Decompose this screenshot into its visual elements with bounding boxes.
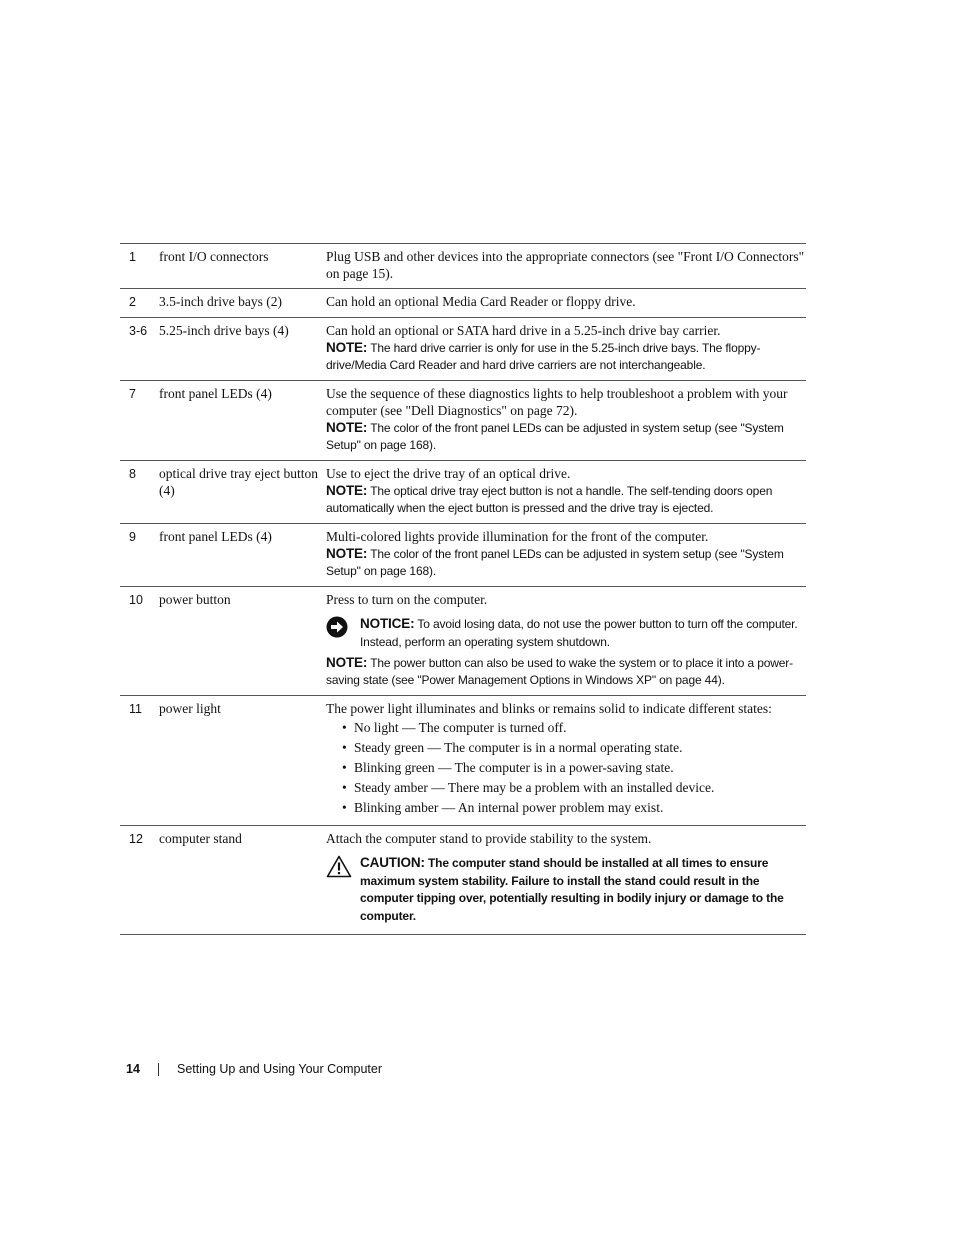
- note-label: NOTE:: [326, 546, 368, 561]
- list-item: • Steady green — The computer is in a normal operating state.: [342, 739, 806, 756]
- note-label: NOTE:: [326, 655, 368, 670]
- part-name: front I/O connectors: [159, 249, 269, 264]
- footer-divider: [158, 1063, 159, 1076]
- warning-triangle-icon: [326, 854, 360, 925]
- row-number: 10: [129, 593, 143, 607]
- notice: [326, 615, 806, 651]
- list-item: • No light — The computer is turned off.: [342, 719, 806, 736]
- note-text: The color of the front panel LEDs can be adjusted in system setup (see "System Setup" on page 168).: [326, 421, 784, 452]
- row-number: 3-6: [129, 324, 148, 338]
- part-description: [326, 465, 806, 517]
- list-item: • Blinking amber — An internal power problem may exist.: [342, 799, 806, 816]
- note-text: The hard drive carrier is only for use in the 5.25-inch drive bays. The floppy-drive/Media Card Reader and hard drive carriers are not interchangeable.: [326, 341, 761, 372]
- note-text: The color of the front panel LEDs can be adjusted in system setup (see "System Setup" on page 168).: [326, 547, 784, 578]
- power-light-states: [326, 719, 806, 816]
- part-name: 5.25-inch drive bays (4): [159, 323, 289, 338]
- note: [326, 482, 806, 517]
- part-name: power button: [159, 592, 231, 607]
- row-number: 7: [129, 387, 136, 401]
- note-label: NOTE:: [326, 483, 368, 498]
- list-item: • Steady amber — There may be a problem with an installed device.: [342, 779, 806, 796]
- description-text: The power light illuminates and blinks or remains solid to indicate different states:: [326, 701, 772, 716]
- row-number: 9: [129, 530, 136, 544]
- part-name: front panel LEDs (4): [159, 529, 272, 544]
- table-row: [120, 696, 806, 826]
- table-row: [120, 461, 806, 524]
- row-number: 2: [129, 295, 136, 309]
- row-number: 1: [129, 250, 136, 264]
- note: [326, 654, 806, 689]
- description-text: Press to turn on the computer.: [326, 592, 488, 607]
- row-number: 12: [129, 832, 143, 846]
- list-item: • Blinking green — The computer is in a power-saving state.: [342, 759, 806, 776]
- note: [326, 339, 806, 374]
- part-name: optical drive tray eject button (4): [159, 466, 318, 498]
- note-label: NOTE:: [326, 340, 368, 355]
- notice-label: NOTICE:: [360, 616, 415, 631]
- part-name: computer stand: [159, 831, 242, 846]
- part-name: 3.5-inch drive bays (2): [159, 294, 282, 309]
- part-description: [326, 248, 806, 282]
- table-row: [120, 826, 806, 935]
- part-description: [326, 322, 806, 374]
- table-row: [120, 524, 806, 587]
- part-description: [326, 293, 806, 311]
- note-text: The optical drive tray eject button is not a handle. The self-tending doors open automatically when the eject button is pressed and the drive tray is ejected.: [326, 484, 773, 515]
- caution: [326, 854, 806, 925]
- note: [326, 545, 806, 580]
- part-name: front panel LEDs (4): [159, 386, 272, 401]
- part-description: [326, 385, 806, 454]
- part-description: [326, 700, 806, 819]
- note-label: NOTE:: [326, 420, 368, 435]
- parts-table: [120, 243, 806, 935]
- description-text: Plug USB and other devices into the appropriate connectors (see "Front I/O Connectors" on page 15).: [326, 249, 805, 281]
- description-text: Multi-colored lights provide illumination for the front of the computer.: [326, 529, 709, 544]
- table-row: [120, 289, 806, 318]
- table-row: [120, 587, 806, 696]
- section-title: Setting Up and Using Your Computer: [177, 1062, 382, 1076]
- notice-icon: [326, 615, 360, 651]
- caution-label: CAUTION:: [360, 855, 425, 870]
- table-row: [120, 244, 806, 289]
- part-description: [326, 591, 806, 689]
- page-number: 14: [126, 1062, 140, 1076]
- note: [326, 419, 806, 454]
- row-number: 8: [129, 467, 136, 481]
- page-footer: [126, 1062, 382, 1076]
- part-description: [326, 830, 806, 928]
- caution-text: The computer stand should be installed at all times to ensure maximum system stability. Failure to install the stand could result in the computer tipping over, potentially resulting in bodily injury or damage to the computer.: [360, 856, 784, 923]
- table-row: [120, 381, 806, 461]
- table-row: [120, 318, 806, 381]
- description-text: Use the sequence of these diagnostics lights to help troubleshoot a problem with your computer (see "Dell Diagnostics" on page 72).: [326, 386, 788, 418]
- description-text: Attach the computer stand to provide stability to the system.: [326, 831, 652, 846]
- row-number: 11: [129, 702, 142, 716]
- note-text: The power button can also be used to wake the system or to place it into a power-saving state (see "Power Management Options in Windows XP" on page 44).: [326, 656, 793, 687]
- notice-text: To avoid losing data, do not use the power button to turn off the computer. Instead, perform an operating system shutdown.: [360, 617, 798, 649]
- part-name: power light: [159, 701, 221, 716]
- description-text: Can hold an optional Media Card Reader or floppy drive.: [326, 294, 636, 309]
- description-text: Use to eject the drive tray of an optical drive.: [326, 466, 571, 481]
- description-text: Can hold an optional or SATA hard drive in a 5.25-inch drive bay carrier.: [326, 323, 721, 338]
- part-description: [326, 528, 806, 580]
